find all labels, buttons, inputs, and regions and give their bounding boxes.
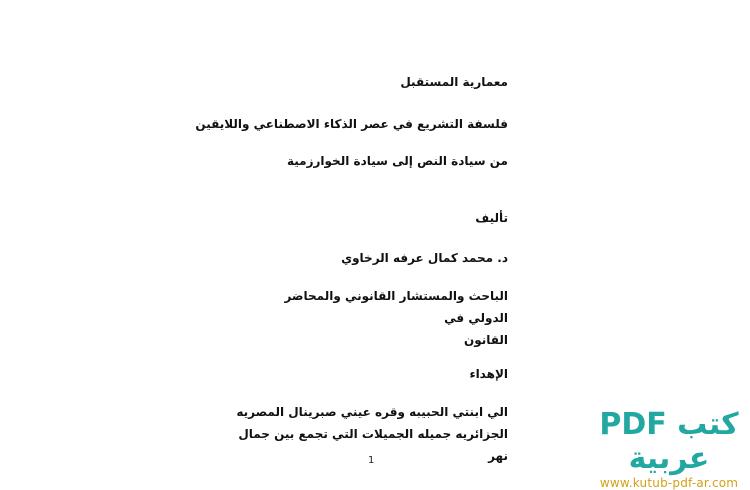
dedication-line: الجزائريه جميله الجميلات التي تجمع بين جمال نهر	[238, 427, 508, 463]
author-heading: تأليف	[475, 211, 508, 225]
document-tagline: من سيادة النص إلى سيادة الخوارزمية	[287, 154, 508, 168]
dedication-line: الي ابنتي الحبيبه وقره عيني صبرينال المصريه	[236, 405, 508, 419]
page-number: 1	[368, 455, 375, 466]
watermark-title: كتب PDF عربية	[599, 407, 739, 476]
dedication-heading: الإهداء	[469, 367, 508, 381]
document-subtitle: فلسفة التشريع في عصر الذكاء الاصطناعي واللايقين	[195, 117, 508, 131]
document-title: معمارية المستقبل	[400, 75, 508, 89]
author-role	[268, 285, 508, 351]
site-watermark	[594, 408, 744, 490]
author-name: د. محمد كمال عرفه الرخاوي	[341, 251, 508, 265]
author-role-line: القانون	[463, 333, 508, 347]
author-role-line: الباحث والمستشار القانوني والمحاضر الدولي في	[284, 289, 508, 325]
watermark-url: www.kutub-pdf-ar.com	[599, 476, 739, 490]
